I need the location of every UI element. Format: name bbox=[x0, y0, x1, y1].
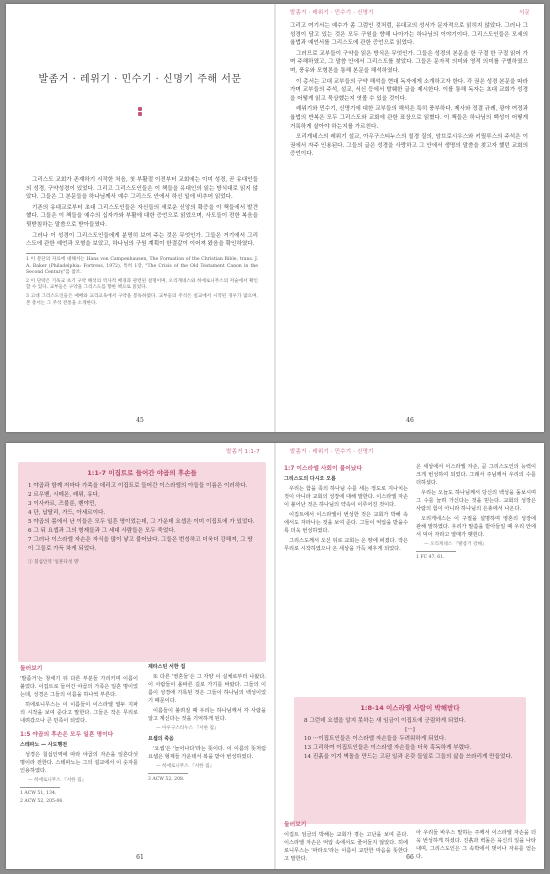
paragraph: 온 세상에서 이스라엘 자손, 곧 그리스도인의 능력이 크게 번성하여 되었다. 그래서 주님께서 우리의 수를 더하셨다. bbox=[416, 464, 536, 486]
running-head: 발좀거 · 레위기 · 민수기 · 신명기 bbox=[290, 10, 374, 16]
verse-list bbox=[304, 717, 516, 762]
scripture-box bbox=[294, 697, 526, 824]
verse: 10 ···이집트인들은 이스라엘 자손들을 두려워하게 되었다. bbox=[304, 736, 446, 742]
footnote: 1 이 문단의 자료에 대해서는 Hans von Campenhausen, The Formation of the Christian Bible, trans. J. A. Baker (Philadelphia: Fortress, 1972), 특히 1장, "The Crisis of the Old Testament Canon in the Second Century"를 참조. bbox=[26, 256, 258, 276]
paragraph: '요셉'은 '늘어나다'라는 뜻이다. 이 이름의 뜻처럼 요셉은 형제들 가운데서 복을 받아 번성하였다. bbox=[148, 746, 266, 760]
footnote: 2 ACW 52, 205-06. bbox=[20, 799, 64, 805]
source: — 히에로니무스 『서한 집』 bbox=[28, 778, 87, 783]
page-46 bbox=[276, 4, 544, 432]
verse: [···] bbox=[405, 727, 415, 733]
page-marker: 서문 bbox=[518, 10, 530, 16]
section-head: 1:7 이스라엘 사회이 불어났다 bbox=[284, 466, 363, 472]
scripture-box bbox=[18, 462, 266, 662]
paragraph: 레위기와 민수기, 신명기에 대한 교부들의 해석은 특히 풍부하다. 제사와 정결 규례, 광야 여정과 율법의 반복은 모두 그리스도와 교회에 관한 표상으로 읽혔다. 이 책들은 하나님의 백성이 어떻게 거룩하게 살아야 하는지를 가르친다. bbox=[290, 106, 529, 130]
paragraph: 이집트 임금의 박해는 교회가 겪는 고난을 보여 준다. 이스라엘 자손은 억압 속에서도 줄어들지 않았다. 히에로니무스는 '파라오'라는 이름이 교만한 마음을 뜻한다고 말한다. bbox=[284, 832, 408, 862]
column-1 bbox=[284, 463, 408, 555]
section-head: 둘러보기 bbox=[20, 666, 43, 672]
box-note: ① 칠십인역 '일흔다섯 명' bbox=[28, 560, 80, 565]
top-spread bbox=[6, 4, 544, 432]
paragraph: 기존의 유대교로부터 초대 그리스도인들은 자신들의 새로운 신앙의 확증을 이 책들에서 발견했다. 그들은 이 책들을 예수의 십자가와 부활에 대한 증언으로 읽었으며, 사도들이 전한 복음을 뒷받침하는 말씀으로 받아들였다. bbox=[26, 204, 258, 228]
paragraph: 이 총서는 고대 교부들의 구약 해석을 현대 독자에게 소개하고자 한다. 각 권은 성경 본문을 따라가며 교부들의 주석, 설교, 서신 등에서 발췌한 글을 제시한다. 이를 통해 독자는 초대 교회가 성경을 어떻게 읽고 묵상했는지 엿볼 수 있을 것이다. bbox=[290, 78, 529, 102]
paragraph: 이집트에서 이스라엘이 번성한 것은 교회가 박해 속에서도 자라나는 것을 보여 준다. 그들이 억압을 받을수록 더욱 번성하였다. bbox=[284, 512, 408, 534]
verse: 2 르우벤, 시메온, 레위, 유다, bbox=[28, 492, 100, 498]
paragraph: 또 다른 '영혼들'은 그 자양 이 실체로부터 나왔다. 이 사람들이 올바른 길로 가기를 바랐다. 그들의 이름이 성경에 기록된 것은 그들이 하나님의 백성이었기 때문이다. bbox=[148, 674, 266, 704]
verse: 8 그런데 요셉을 알지 못하는 새 임금이 이집트에 군림하게 되었다. bbox=[304, 718, 466, 724]
sub-head: 제타스틴 서한 집 bbox=[148, 664, 186, 670]
page-number: 61 bbox=[136, 854, 144, 861]
verse: 1 야곱과 함께 저마다 가족을 데리고 이집트로 들어간 이스라엘의 아들들 이름은 이러하다. bbox=[28, 483, 248, 489]
box-title: 1:1-7 이집트로 들어간 야곱의 후손들 bbox=[87, 469, 197, 477]
paragraph: 그리고 여기서는 예수가 좀 그럼인 것처럼, 유대교의 성서가 문자적으로 읽히지 않았다. 그러나 그 성경이 담고 있는 것은 모두 구원을 향해 나아가는 하나님의 이야기이다. 그리스도인들은 모세의 율법과 예언서를 그리스도에 관한 증언으로 읽었다. bbox=[290, 23, 528, 47]
paragraph: 히에로니무스는 이 이름들이 이스라엘 열두 지파의 시작을 보여 준다고 말한다. 그들은 작은 무리로 내려갔으나 큰 민족이 되었다. bbox=[20, 702, 138, 724]
source: — 오리게네스 『발좀거 강해』 bbox=[424, 542, 487, 547]
page-66 bbox=[276, 443, 544, 869]
paragraph: 우리는 함을 족의 하나님 수를 세는 정도로 지나치는 것이 아니라 교회의 성장에 대해 말한다. 이스라엘 자손이 불어난 것은 하나님의 약속이 이루어진 것이다. bbox=[284, 486, 408, 508]
body-text bbox=[290, 22, 528, 161]
page-number: 66 bbox=[406, 854, 414, 861]
footnote: 1 FC 47, 61. bbox=[416, 555, 445, 560]
footnote: 3 ACW 52, 208. bbox=[148, 777, 185, 782]
verse: 5 야곱의 몸에서 난 이들은 모두 일흔 명이었는데, 그 가운데 요셉은 이미 이집트에 가 있었다. bbox=[28, 519, 255, 525]
column-2 bbox=[416, 463, 536, 563]
footnote-rule bbox=[20, 787, 60, 788]
footnote-rule bbox=[416, 551, 456, 552]
running-head: 발좀거 · 레위기 · 민수기 · 신명기 bbox=[290, 449, 374, 455]
box-title: 1:8-14 이스라엘 사람이 박해받다 bbox=[360, 704, 460, 712]
paragraph: 그리스도 교회가 존재하기 시작한 처음, 첫 부활절 이전부터 교회에는 이미 성경, 곧 유대인들의 성경, 구약성경이 있었다. 그리고 그리스도인들은 이 책들을 유대인의 읽는 방식대로 읽지 않았다. 그들은 그 본문들을 하나님께서 예수 그리스도 안에서 하신 일에 비추어 읽었다. bbox=[26, 177, 258, 201]
paragraph: 우리는 오늘도 하나님께서 당신의 백성을 돌보시며 그 수를 늘려 가신다는 것을 믿는다. 교회의 성장은 사람의 힘이 아니라 하나님의 은총에서 나온다. bbox=[416, 490, 536, 512]
paragraph: 그러므로 교부들이 구약을 읽은 방식은 무엇인가. 그들은 성경의 본문을 한 구절 한 구절 읽어 가며 주해하였고, 그 말씀 안에서 그리스도를 찾았다. 그들은 문자적 의미와 영적 의미를 구별하였으며, 풍유와 모형론을 통해 본문을 해석하였다. bbox=[290, 50, 529, 74]
section-head: 1:5 야곱의 후손은 모두 일흔 명이다 bbox=[20, 732, 114, 738]
paragraph: 오리게네스의 레위기 설교, 아우구스티누스의 칠경 질의, 암브로시우스와 키릴루스의 주석은 이 권에서 자주 인용된다. 그들의 글은 성경을 사랑하고 그 안에서 생명의 말씀을 찾고자 했던 교회의 증언이다. bbox=[290, 134, 528, 158]
column-1 bbox=[20, 663, 138, 808]
footnote-rule bbox=[148, 773, 188, 774]
paragraph: 이름들이 불려질 때 우리는 하나님께서 각 사람을 알고 계신다는 것을 기억하게 된다. bbox=[148, 708, 266, 722]
verse: 13 그리하여 이집트인들은 이스라엘 자손들을 더욱 혹독하게 부렸다. bbox=[304, 745, 472, 751]
sub-head: 요셉의 죽음 bbox=[148, 736, 174, 742]
verse: 3 이사카르, 즈불룬, 벤야민, bbox=[28, 501, 97, 507]
verse: 14 진흙을 이겨 벽돌을 만드는 고된 일과 온갖 들일로 그들의 삶을 쓰라리게 만들었다. bbox=[304, 754, 513, 760]
footnote-rule bbox=[26, 253, 96, 254]
body-text bbox=[26, 176, 258, 309]
paragraph: 그리스도께서 오신 뒤로 교회는 온 땅에 퍼졌다. 작은 무리로 시작하였으나 온 세상을 가득 채우게 되었다. bbox=[284, 538, 408, 552]
verse-list bbox=[28, 482, 256, 554]
running-head: 발좀거 1:1-7 bbox=[226, 449, 260, 455]
page-45 bbox=[6, 4, 274, 432]
sub-head: 스테파노 — 사도행전 bbox=[20, 742, 68, 748]
verse: 7 그러나 이스라엘 자손은 자식을 많이 낳고 불어났다. 그들은 번성하고 더욱더 강해져, 그 땅이 그들로 가득 차게 되었다. bbox=[28, 537, 253, 552]
section-head: 둘러보기 bbox=[284, 822, 307, 828]
column-2 bbox=[148, 663, 266, 785]
page-number: 46 bbox=[406, 417, 414, 424]
footnote: 3 고대 그리스도인들은 예배와 교리교육에서 구약을 봉독하였다. 교부들의 주석은 설교에서 시작된 경우가 많으며, 본 총서는 그 주석 전통을 소개한다. bbox=[26, 293, 258, 306]
source: — 히에로니무스 『서한 집』 bbox=[156, 764, 215, 769]
source: — 아우구스티누스 『서한 집』 bbox=[156, 726, 219, 731]
verse: 6 그 뒤 요셉과 그의 형제들과 그 세대 사람들은 모두 죽었다. bbox=[28, 528, 176, 534]
paragraph: '발좀거'는 창세기 뒤 다른 부분들 가리키며 이름이 붙었다. 이집트로 들어간 야곱의 가족은 일흔 명이었는데, 성경은 그들의 이름을 하나씩 부른다. bbox=[20, 676, 138, 698]
commentary-columns bbox=[284, 463, 536, 688]
verse: 4 단, 납탈리, 가드, 아세르이다. bbox=[28, 510, 106, 516]
paragraph: 아 우리들 바우스 말하는 주께서 이스라엘 자손을 더욱 번성하게 하셨다. 진흙과 벽돌은 육신의 일을 나타내며, 그리스도인은 그 속박에서 벗어나 자유를 얻는다. bbox=[416, 830, 536, 860]
footnote: 1 ACW 51, 134. bbox=[20, 791, 57, 796]
sub-head: 그리스도의 다시오 오름 bbox=[284, 476, 336, 482]
paragraph: 그러나 이 성경이 그리스도인들에게 분명히 보여 주는 것은 무엇인가. 그들은 거기에서 그리스도에 관한 예언과 모형을 보았고, 하나님의 구원 계획이 한결같이 이어져 왔음을 확인하였다. bbox=[26, 232, 258, 248]
ornament-icon bbox=[137, 106, 143, 116]
page-61 bbox=[6, 443, 274, 869]
page-number: 45 bbox=[136, 417, 144, 424]
bottom-spread bbox=[6, 443, 544, 869]
paragraph: 오리게네스는 이 구절을 설명하며 영혼의 성장에 관해 말하였다. 우리가 말씀을 받아들일 때 우리 안에서 덕이 자라고 열매가 맺힌다. bbox=[416, 516, 536, 538]
paragraph: 성경은 칠십인역에 따라 야곱의 자손을 일흔다섯 명이라 전한다. 스테파노는 그의 설교에서 이 숫자를 인용하였다. bbox=[20, 752, 138, 774]
page-title: 발좀거 · 레위기 · 민수기 · 신명기 주해 서문 bbox=[38, 74, 242, 85]
footnote: 2 이 단락은 기독교 초기 구약 해석의 역사적 배경과 관련된 설명이며, 오리게네스와 히에로니무스의 저술에서 확인할 수 있다. 교부들은 구약을 그리스도를 향한 책으로 읽었다. bbox=[26, 278, 258, 291]
